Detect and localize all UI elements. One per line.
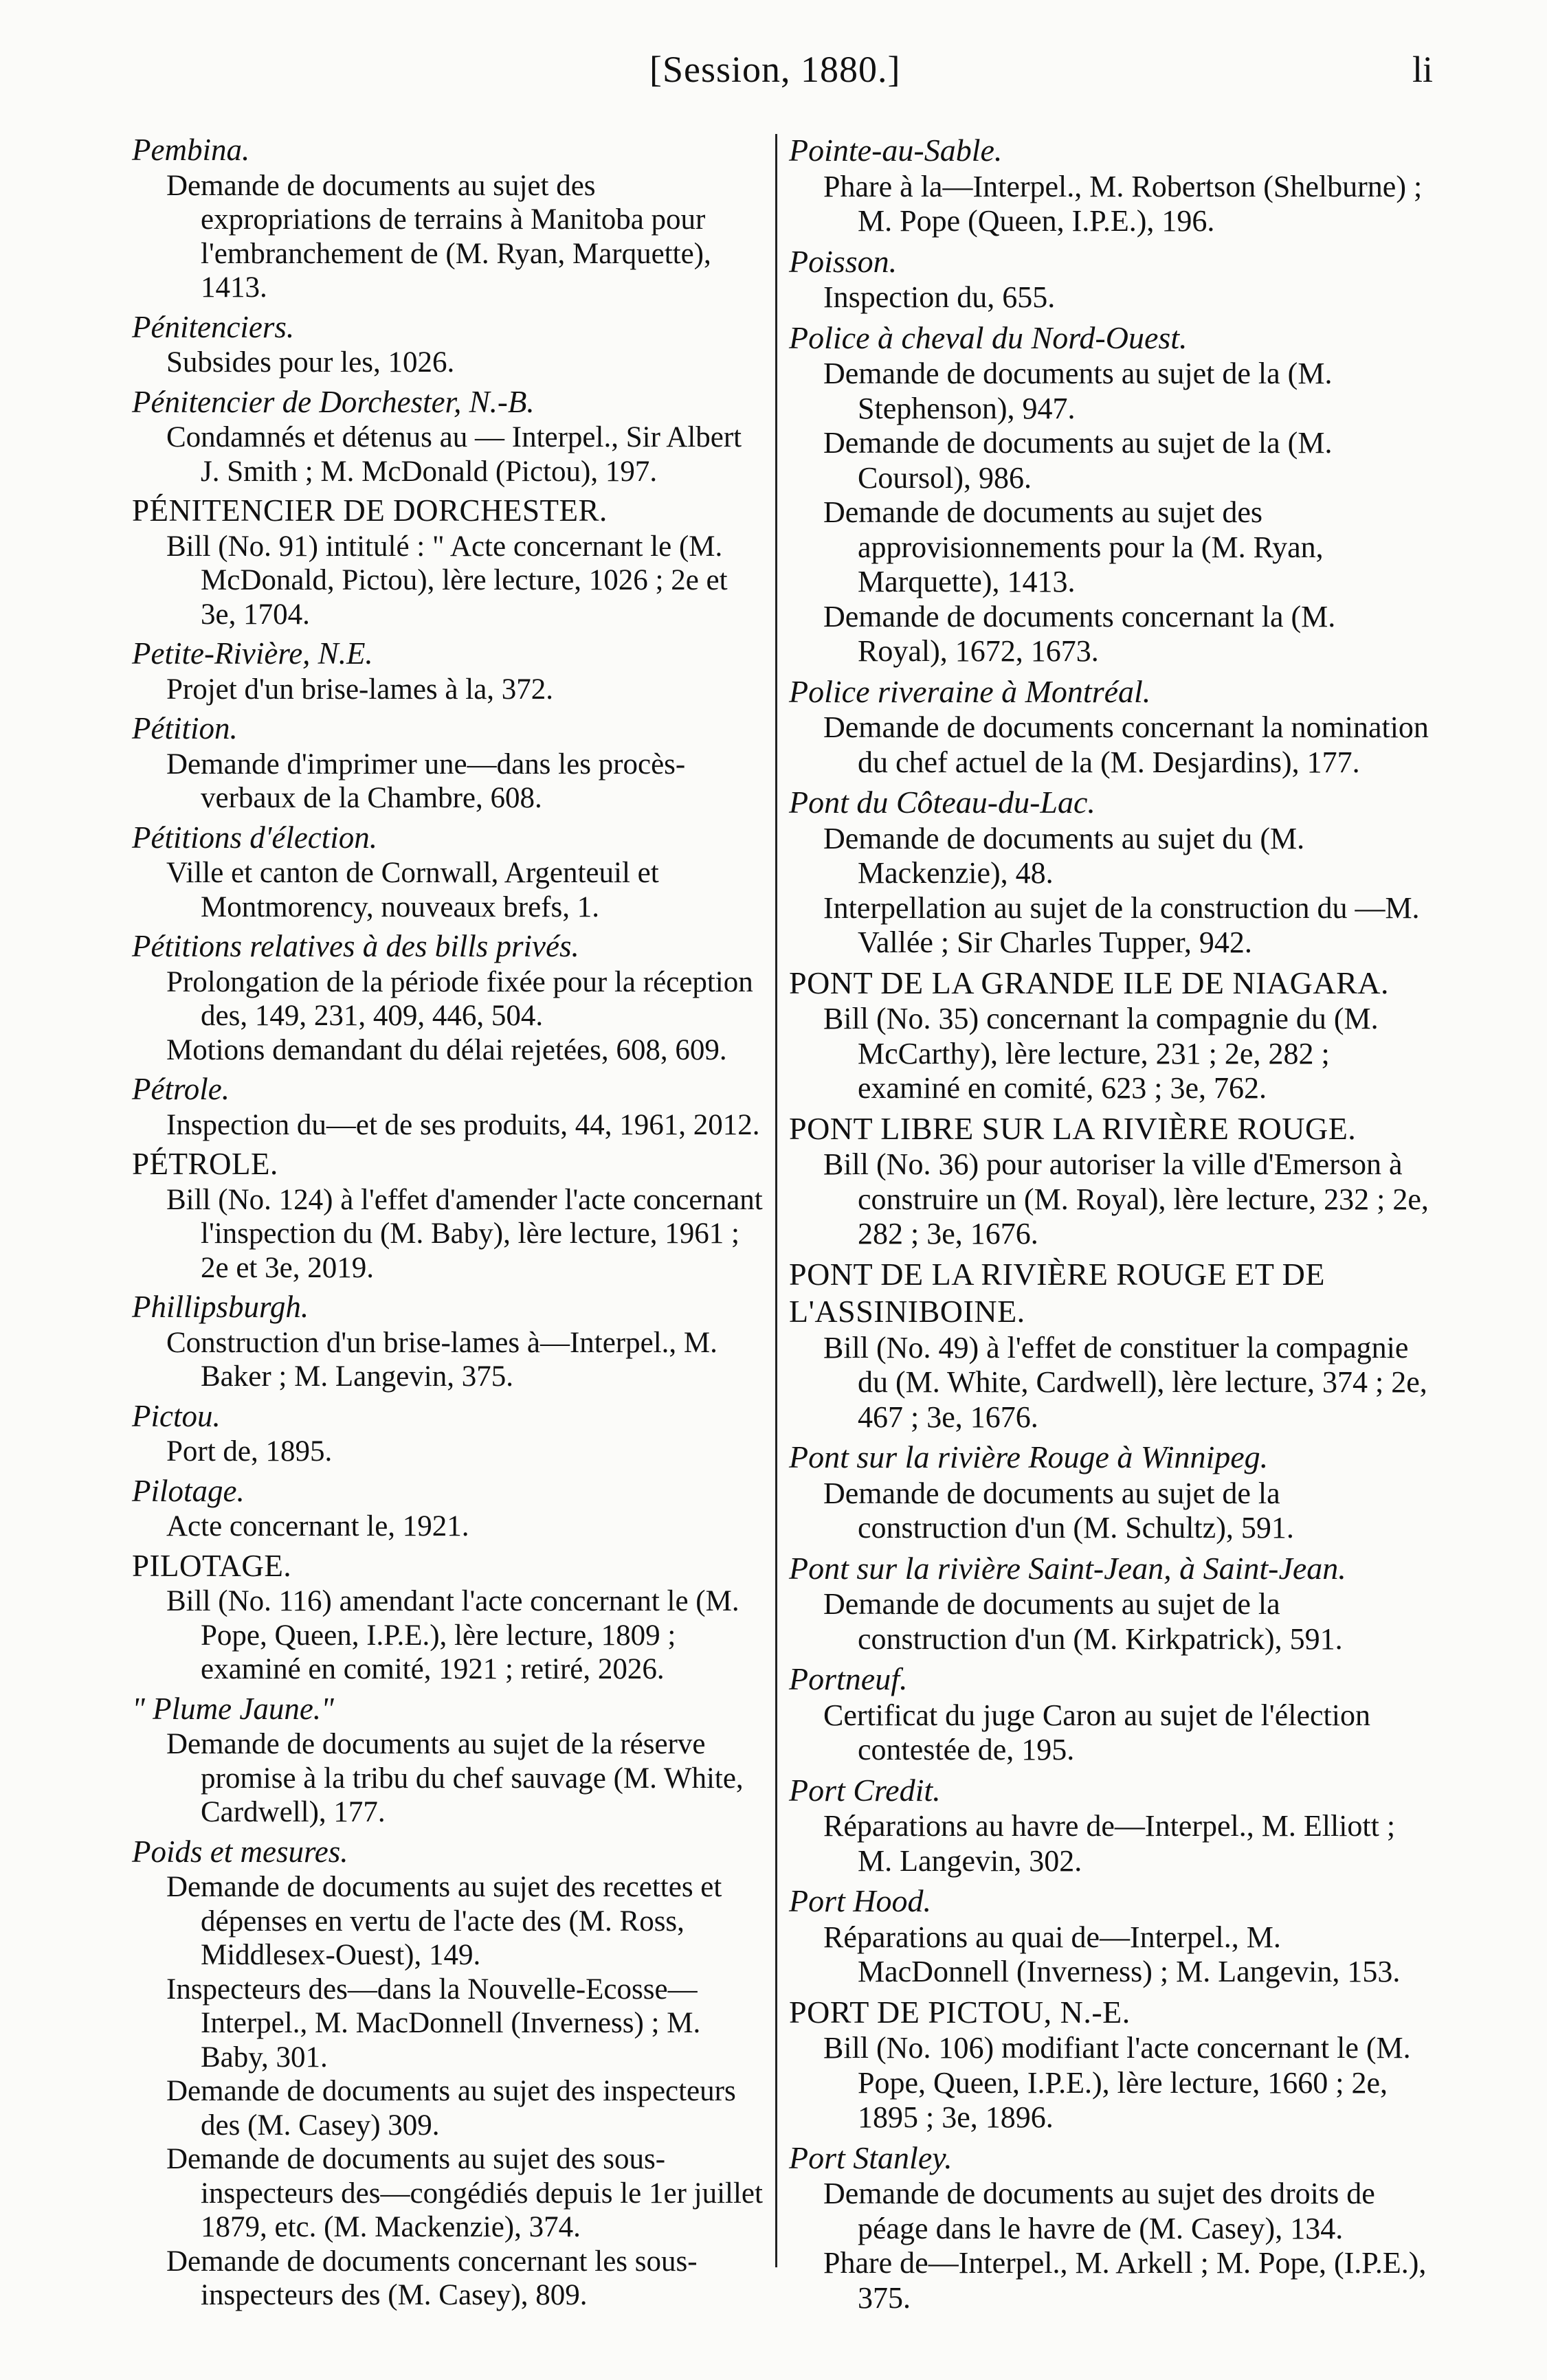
entry-line: Motions demandant du délai rejetées, 608, 609. — [166, 1033, 727, 1066]
entry-heading: PONT LIBRE SUR LA RIVIÈRE ROUGE. — [789, 1110, 1357, 1146]
entry-heading: PONT DE LA GRANDE ILE DE NIAGARA. — [789, 965, 1389, 1000]
index-entry — [789, 1994, 1432, 2135]
entry-line: Interpellation au sujet de la construction du —M. Vallée ; Sir Charles Tupper, 942. — [823, 890, 1420, 959]
entry-body — [166, 1108, 764, 1143]
index-entry — [132, 710, 764, 816]
entry-line: Port de, 1895. — [166, 1435, 333, 1468]
entry-line: Demande de documents au sujet de la (M. Stephenson), 947. — [823, 357, 1333, 425]
entry-heading: PÉNITENCIER DE DORCHESTER. — [132, 493, 608, 528]
index-entry — [789, 784, 1432, 961]
entry-body — [823, 1477, 1432, 1546]
entry-body — [166, 965, 764, 1068]
entry-body — [823, 1002, 1432, 1106]
entry-line: Bill (No. 36) pour autoriser la ville d'Emerson à construire un (M. Royal), lère lecture, 232 ; 2e, 282 ; 3e, 1676. — [823, 1147, 1429, 1250]
entry-line: Inspecteurs des—dans la Nouvelle-Ecosse—Interpel., M. MacDonnell (Inverness) ; M. Baby, 301. — [166, 1973, 701, 2074]
entry-line: Condamnés et détenus au — Interpel., Sir Albert J. Smith ; M. McDonald (Pictou), 197. — [166, 421, 742, 488]
entry-body — [166, 1584, 764, 1687]
entry-body — [823, 357, 1432, 669]
index-entry — [789, 965, 1432, 1106]
entry-body — [823, 1809, 1432, 1878]
entry-heading: Pont sur la rivière Saint-Jean, à Saint-Jean. — [789, 1550, 1346, 1586]
entry-line: Prolongation de la période fixée pour la réception des, 149, 231, 409, 446, 504. — [166, 965, 753, 1032]
entry-line: Bill (No. 124) à l'effet d'amender l'acte concernant l'inspection du (M. Baby), lère lecture, 1961 ; 2e et 3e, 2019. — [166, 1183, 763, 1284]
entry-body — [166, 420, 764, 489]
entry-heading: Police à cheval du Nord-Ouest. — [789, 319, 1188, 355]
index-entry — [789, 319, 1432, 669]
column-divider — [775, 134, 777, 2267]
index-entry — [789, 132, 1432, 239]
index-entry — [789, 1883, 1432, 1990]
entry-body — [823, 1698, 1432, 1768]
entry-body — [166, 346, 764, 380]
index-entry — [132, 1289, 764, 1394]
index-entry — [132, 493, 764, 631]
entry-heading: Pembina. — [132, 133, 250, 167]
entry-heading: Pointe-au-Sable. — [789, 133, 1003, 168]
session-title: [Session, 1880.] — [649, 49, 901, 90]
entry-body — [166, 1509, 764, 1544]
entry-line: Demande de documents au sujet des inspecteurs des (M. Casey) 309. — [166, 2075, 736, 2142]
entry-body — [166, 673, 764, 707]
entry-line: Demande de documents au sujet de la (M. Coursol), 986. — [823, 426, 1333, 495]
entry-heading: Pétition. — [132, 711, 238, 745]
entry-body — [166, 1183, 764, 1286]
entry-heading: Pétitions d'élection. — [132, 820, 378, 855]
entry-body — [823, 280, 1432, 315]
index-entry — [789, 1110, 1432, 1252]
entry-body — [166, 1727, 764, 1830]
entry-heading: Petite-Rivière, N.E. — [132, 636, 373, 671]
entry-heading: Poisson. — [789, 243, 898, 279]
index-entry — [132, 1071, 764, 1142]
entry-line: Demande de documents concernant la nomination du chef actuel de la (M. Desjardins), 177. — [823, 710, 1429, 779]
index-entry — [132, 1398, 764, 1469]
entry-body — [823, 1587, 1432, 1657]
entry-heading: Pétitions relatives à des bills privés. — [132, 929, 579, 963]
entry-body — [166, 1435, 764, 1469]
index-entry — [132, 636, 764, 706]
entry-body — [166, 748, 764, 816]
entry-line: Demande de documents au sujet du (M. Mackenzie), 48. — [823, 821, 1305, 890]
entry-line: Phare à la—Interpel., M. Robertson (Shelburne) ; M. Pope (Queen, I.P.E.), 196. — [823, 169, 1423, 238]
index-column-right — [789, 132, 1432, 2320]
entry-line: Projet d'un brise-lames à la, 372. — [166, 673, 554, 706]
entry-body — [166, 856, 764, 924]
entry-heading: PONT DE LA RIVIÈRE ROUGE ET DE L'ASSINIBOINE. — [789, 1256, 1325, 1329]
entry-heading: Poids et mesures. — [132, 1834, 348, 1869]
entry-heading: Police riveraine à Montréal. — [789, 673, 1151, 709]
entry-heading: PÉTROLE. — [132, 1147, 278, 1181]
entry-body — [166, 1870, 764, 2313]
entry-body — [166, 1326, 764, 1394]
entry-heading: Pilotage. — [132, 1473, 245, 1508]
entry-body — [823, 170, 1432, 239]
entry-body — [823, 2031, 1432, 2135]
entry-line: Demande de documents au sujet des approvisionnements pour la (M. Ryan, Marquette), 1413. — [823, 495, 1324, 598]
entry-line: Bill (No. 106) modifiant l'acte concernant le (M. Pope, Queen, I.P.E.), lère lecture, 1660 ; 2e, 1895 ; 3e, 1896. — [823, 2031, 1411, 2134]
entry-line: Demande de documents au sujet des expropriations de terrains à Manitoba pour l'embranchement de (M. Ryan, Marquette), 1413. — [166, 169, 711, 304]
entry-line: Bill (No. 91) intitulé : " Acte concernant le (M. McDonald, Pictou), lère lecture, 1026 ; 2e et 3e, 1704. — [166, 530, 728, 631]
entry-line: Bill (No. 116) amendant l'acte concernant le (M. Pope, Queen, I.P.E.), lère lecture, 1809 ; examiné en comité, 1921 ; retiré, 2026. — [166, 1585, 739, 1685]
entry-heading: Pétrole. — [132, 1072, 230, 1106]
index-entry — [132, 1834, 764, 2313]
entry-line: Phare de—Interpel., M. Arkell ; M. Pope, (I.P.E.), 375. — [823, 2246, 1427, 2315]
index-entry — [789, 673, 1432, 781]
entry-line: Demande de documents concernant les sous-inspecteurs des (M. Casey), 809. — [166, 2245, 698, 2311]
entry-body — [823, 1147, 1432, 1252]
entry-heading: Pont sur la rivière Rouge à Winnipeg. — [789, 1439, 1269, 1474]
entry-line: Acte concernant le, 1921. — [166, 1510, 469, 1542]
entry-body — [823, 2177, 1432, 2315]
entry-body — [166, 530, 764, 632]
entry-body — [823, 1920, 1432, 1990]
entry-line: Réparations au havre de—Interpel., M. Elliott ; M. Langevin, 302. — [823, 1809, 1396, 1878]
index-entry — [132, 1146, 764, 1285]
entry-line: Demande d'imprimer une—dans les procès-verbaux de la Chambre, 608. — [166, 748, 686, 814]
index-entry — [789, 2140, 1432, 2316]
index-entry — [789, 243, 1432, 315]
entry-heading: Port Credit. — [789, 1772, 941, 1808]
running-header — [0, 48, 1547, 110]
entry-line: Demande de documents au sujet des droits de péage dans le havre de (M. Casey), 134. — [823, 2177, 1375, 2245]
entry-heading: Pont du Côteau-du-Lac. — [789, 785, 1095, 820]
index-entry — [132, 820, 764, 925]
index-entry — [789, 1772, 1432, 1879]
entry-heading: Port Stanley. — [789, 2140, 953, 2175]
entry-line: Inspection du, 655. — [823, 280, 1056, 314]
entry-body — [823, 1331, 1432, 1435]
entry-line: Certificat du juge Caron au sujet de l'élection contestée de, 195. — [823, 1698, 1370, 1766]
index-entry — [132, 1473, 764, 1544]
index-entry — [132, 928, 764, 1067]
entry-body — [823, 822, 1432, 961]
entry-heading: PORT DE PICTOU, N.-E. — [789, 1994, 1131, 2030]
index-entry — [132, 132, 764, 305]
index-entry — [789, 1550, 1432, 1657]
entry-line: Demande de documents au sujet de la construction d'un (M. Kirkpatrick), 591. — [823, 1587, 1343, 1656]
entry-line: Ville et canton de Cornwall, Argenteuil et Montmorency, nouveaux brefs, 1. — [166, 857, 659, 923]
entry-heading: Port Hood. — [789, 1883, 931, 1918]
entry-line: Bill (No. 35) concernant la compagnie du (M. McCarthy), lère lecture, 231 ; 2e, 282 ; examiné en comité, 623 ; 3e, 762. — [823, 1002, 1379, 1105]
entry-heading: " Plume Jaune." — [132, 1691, 334, 1726]
entry-line: Demande de documents au sujet de la réserve promise à la tribu du chef sauvage (M. White, Cardwell), 177. — [166, 1728, 744, 1828]
entry-heading: Pénitencier de Dorchester, N.-B. — [132, 384, 535, 419]
entry-heading: Pictou. — [132, 1398, 221, 1433]
entry-line: Demande de documents au sujet de la construction d'un (M. Schultz), 591. — [823, 1476, 1294, 1545]
entry-body — [166, 169, 764, 305]
index-entry — [789, 1661, 1432, 1768]
entry-line: Construction d'un brise-lames à—Interpel., M. Baker ; M. Langevin, 375. — [166, 1326, 717, 1393]
index-entry — [789, 1256, 1432, 1435]
index-entry — [132, 384, 764, 489]
entry-line: Bill (No. 49) à l'effet de constituer la compagnie du (M. White, Cardwell), lère lecture, 374 ; 2e, 467 ; 3e, 1676. — [823, 1330, 1427, 1434]
entry-heading: Portneuf. — [789, 1661, 908, 1696]
entry-line: Réparations au quai de—Interpel., M. MacDonnell (Inverness) ; M. Langevin, 153. — [823, 1920, 1401, 1988]
entry-line: Subsides pour les, 1026. — [166, 346, 455, 379]
index-entry — [132, 309, 764, 380]
index-entry — [132, 1691, 764, 1830]
entry-line: Demande de documents concernant la (M. Royal), 1672, 1673. — [823, 599, 1336, 668]
entry-heading: Pénitenciers. — [132, 309, 295, 344]
index-entry — [132, 1548, 764, 1687]
entry-heading: Phillipsburgh. — [132, 1290, 309, 1324]
page-number: li — [1412, 49, 1434, 90]
index-entry — [789, 1439, 1432, 1546]
entry-heading: PILOTAGE. — [132, 1548, 292, 1583]
index-column-left — [132, 132, 764, 2317]
entry-line: Inspection du—et de ses produits, 44, 1961, 2012. — [166, 1108, 760, 1141]
entry-line: Demande de documents au sujet des sous-inspecteurs des—congédiés depuis le 1er juillet 1879, etc. (M. Mackenzie), 374. — [166, 2143, 763, 2243]
entry-line: Demande de documents au sujet des recettes et dépenses en vertu de l'acte des (M. Ross, Middlesex-Ouest), 149. — [166, 1871, 722, 1971]
entry-body — [823, 710, 1432, 780]
